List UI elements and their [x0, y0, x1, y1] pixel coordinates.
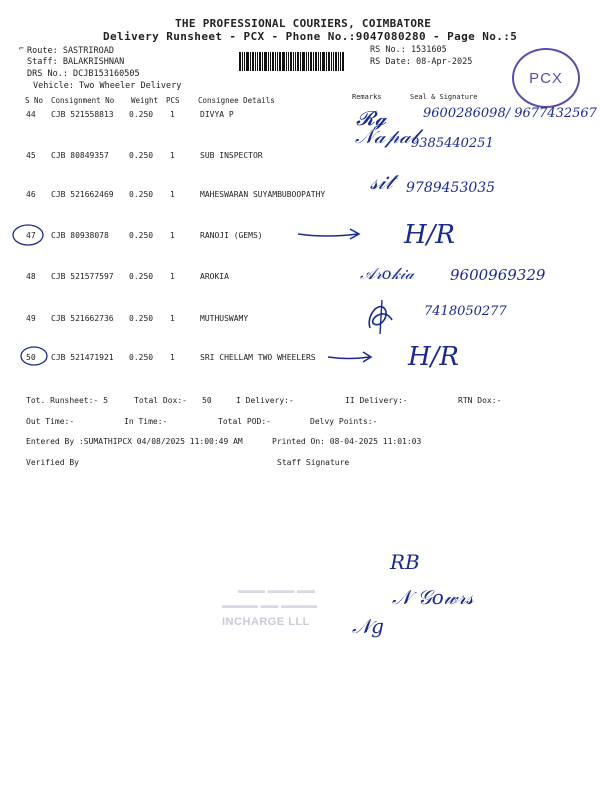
barcode-bar	[335, 52, 337, 71]
row-consignment-no: CJB 80849357	[51, 151, 109, 160]
barcode-bar	[340, 52, 341, 71]
row-pcs: 1	[170, 151, 175, 160]
row-sno: 45	[26, 151, 36, 160]
barcode-bar	[328, 52, 330, 71]
barcode-bar	[326, 52, 327, 71]
bottom-signature-name: 𝒩 𝒢𝑜𝓌𝓇𝓈	[392, 585, 474, 609]
col-pcs: PCS	[166, 96, 180, 105]
rs-number: RS No.: 1531605	[370, 45, 447, 55]
staff-label: Staff: BALAKRISHNAN	[27, 57, 125, 67]
row-sno: 49	[26, 314, 36, 323]
barcode-bar	[268, 52, 269, 71]
pcx-stamp	[512, 48, 580, 108]
faint-stamp-line-2: ▬▬▬▬ ▬▬ ▬▬▬▬	[222, 600, 318, 610]
dash-mark: ⌐	[19, 44, 24, 53]
row-pcs: 1	[170, 353, 175, 362]
barcode-bar	[297, 52, 299, 71]
barcode-bar	[310, 52, 312, 71]
col-consignee: Consignee Details	[198, 96, 275, 105]
row-weight: 0.250	[129, 190, 154, 199]
phone-48: 9600969329	[450, 266, 546, 284]
out-time: Out Time:-	[26, 417, 75, 426]
delivery-points: Delvy Points:-	[310, 417, 378, 426]
signature-45: 𝒩𝒶𝓅𝒶𝓁	[355, 124, 418, 148]
barcode-bar	[318, 52, 319, 71]
signature-46: 𝓈𝒾𝓉	[370, 170, 393, 195]
barcode-bar	[282, 52, 285, 71]
row-consignment-no: CJB 521471921	[51, 353, 114, 362]
rtn-dox: RTN Dox:-	[458, 396, 502, 405]
printed-on: Printed On: 08-04-2025 11:01:03	[272, 437, 422, 446]
barcode-bar	[342, 52, 344, 71]
barcode-bar	[290, 52, 292, 71]
arrow-50	[326, 348, 378, 366]
staff-signature: Staff Signature	[277, 458, 350, 467]
faint-stamp-line-1: ▬▬▬ ▬▬▬ ▬▬	[238, 585, 316, 595]
row-consignee: RANOJI (GEMS)	[200, 231, 263, 240]
row-consignment-no: CJB 80938078	[51, 231, 109, 240]
barcode-bar	[255, 52, 256, 71]
row-consignee: SUB INSPECTOR	[200, 151, 263, 160]
route-label: Route: SASTRIROAD	[27, 46, 114, 56]
barcode-bar	[275, 52, 276, 71]
signature-48: 𝒜𝓇𝑜𝓀𝒾𝒶	[360, 264, 414, 283]
row-consignment-no: CJB 521662736	[51, 314, 114, 323]
barcode-bar	[264, 52, 267, 71]
barcode-bar	[272, 52, 274, 71]
col-sno: S No	[25, 96, 44, 105]
barcode-bar	[257, 52, 258, 71]
barcode-bar	[320, 52, 321, 71]
row-pcs: 1	[170, 231, 175, 240]
row-sno: 46	[26, 190, 36, 199]
incharge-stamp: INCHARGE LLL	[222, 616, 310, 628]
barcode-bar	[252, 52, 254, 71]
barcode-bar	[331, 52, 332, 71]
barcode	[239, 52, 359, 71]
entered-by: Entered By :SUMATHIPCX 04/08/2025 11:00:49 AM	[26, 437, 243, 446]
barcode-bar	[239, 52, 241, 71]
row-pcs: 1	[170, 110, 175, 119]
bottom-signature-scribble: 𝒩𝑔	[352, 614, 384, 638]
in-time: In Time:-	[124, 417, 168, 426]
barcode-bar	[300, 52, 301, 71]
row-weight: 0.250	[129, 231, 154, 240]
hr-50: H/R	[408, 342, 460, 372]
barcode-bar	[277, 52, 278, 71]
second-delivery: II Delivery:-	[345, 396, 408, 405]
row-consignee: MUTHUSWAMY	[200, 314, 249, 323]
row-consignee: AROKIA	[200, 272, 229, 281]
col-seal: Seal & Signature	[410, 93, 478, 101]
drs-label: DRS No.: DCJB153160505	[27, 69, 140, 79]
phone-44: 9600286098/ 9677432567	[423, 106, 597, 121]
col-consignment: Consignment No	[51, 96, 115, 105]
barcode-bar	[338, 52, 339, 71]
row-weight: 0.250	[129, 314, 154, 323]
barcode-bar	[315, 52, 317, 71]
total-runsheet: Tot. Runsheet:- 5	[26, 396, 108, 405]
barcode-bar	[262, 52, 263, 71]
barcode-bar	[288, 52, 289, 71]
runsheet-subtitle: Delivery Runsheet - PCX - Phone No.:9047080280 - Page No.:5	[103, 30, 518, 43]
bottom-signature-initials: 𝑅𝐵	[390, 550, 420, 574]
barcode-bar	[322, 52, 325, 71]
hr-47: H/R	[404, 220, 456, 250]
row-weight: 0.250	[129, 353, 154, 362]
row-sno: 48	[26, 272, 36, 281]
pcx-stamp-text: PCX	[529, 69, 563, 87]
row-consignee: MAHESWARAN SUYAMBUBOOPATHY	[200, 190, 326, 199]
barcode-bar	[246, 52, 249, 71]
barcode-bar	[270, 52, 271, 71]
col-weight: Weight	[131, 96, 159, 105]
arrow-47	[296, 224, 366, 244]
row-pcs: 1	[170, 190, 175, 199]
barcode-bar	[302, 52, 305, 71]
first-delivery: I Delivery:-	[236, 396, 294, 405]
phone-46: 9789453035	[406, 180, 496, 196]
barcode-bar	[293, 52, 294, 71]
col-remarks: Remarks	[352, 93, 382, 101]
barcode-bar	[295, 52, 296, 71]
barcode-bar	[242, 52, 243, 71]
signature-49	[364, 298, 398, 336]
row-consignment-no: CJB 521662469	[51, 190, 114, 199]
barcode-bar	[308, 52, 309, 71]
circle-50	[18, 344, 50, 368]
total-pod: Total POD:-	[218, 417, 271, 426]
vehicle-label: Vehicle: Two Wheeler Delivery	[33, 81, 182, 91]
barcode-bar	[313, 52, 314, 71]
phone-49: 7418050277	[424, 304, 507, 319]
total-dox-label: Total Dox:-	[134, 396, 187, 405]
barcode-bar	[259, 52, 261, 71]
row-weight: 0.250	[129, 151, 154, 160]
phone-45: 9385440251	[411, 136, 494, 151]
barcode-bar	[279, 52, 281, 71]
row-pcs: 1	[170, 272, 175, 281]
barcode-bar	[306, 52, 307, 71]
row-sno: 44	[26, 110, 36, 119]
row-consignee: SRI CHELLAM TWO WHEELERS	[200, 353, 316, 362]
total-dox-value: 50	[202, 396, 212, 405]
row-sno: 50	[26, 353, 36, 362]
row-pcs: 1	[170, 314, 175, 323]
company-title: THE PROFESSIONAL COURIERS, COIMBATORE	[175, 17, 432, 30]
barcode-bar	[250, 52, 251, 71]
row-sno: 47	[26, 231, 36, 240]
circle-47	[8, 222, 48, 248]
row-consignee: DIVYA P	[200, 110, 234, 119]
signature-44: 𝓡𝓰	[356, 106, 387, 130]
row-consignment-no: CJB 521558813	[51, 110, 114, 119]
verified-by: Verified By	[26, 458, 79, 467]
barcode-bar	[286, 52, 287, 71]
row-weight: 0.250	[129, 272, 154, 281]
barcode-bar	[244, 52, 245, 71]
rs-date: RS Date: 08-Apr-2025	[370, 57, 473, 67]
row-weight: 0.250	[129, 110, 154, 119]
row-consignment-no: CJB 521577597	[51, 272, 114, 281]
barcode-bar	[333, 52, 334, 71]
